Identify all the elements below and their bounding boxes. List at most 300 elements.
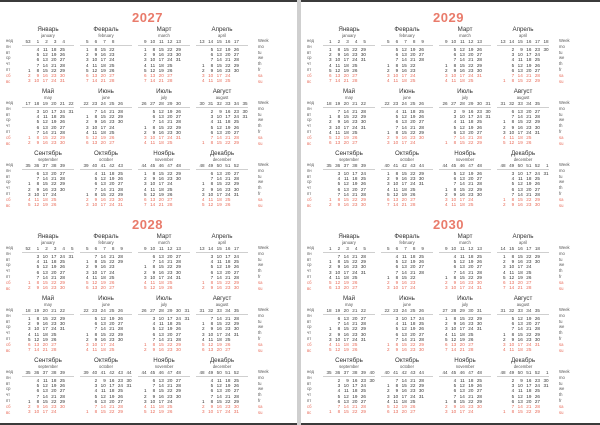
day-cell: 1 xyxy=(445,186,448,192)
day-cell: 11 xyxy=(43,378,48,383)
day-cell: 4 xyxy=(329,62,332,68)
day-cell: 28 xyxy=(526,285,532,291)
weekday-label: пт xyxy=(307,335,312,341)
day-cell: 22 xyxy=(410,171,416,176)
month-name: Январь xyxy=(338,233,360,240)
day-cell: 29 xyxy=(360,259,366,265)
day-cell: 23 xyxy=(410,388,416,394)
day-cell: 13 xyxy=(401,52,407,58)
day-cell: 29 xyxy=(476,62,482,68)
day-cell: 15 xyxy=(459,316,465,321)
day-cell: 11 xyxy=(451,78,457,84)
weekday-label: mo xyxy=(258,167,264,173)
day-cell: 19 xyxy=(109,393,115,399)
day-cell: 14 xyxy=(42,176,48,182)
day-cell: 5 xyxy=(337,181,341,187)
day-cell: 1 xyxy=(28,316,31,321)
day-cell: 15 xyxy=(459,62,465,68)
week-number: 42 xyxy=(401,370,407,375)
day-cell: 14 xyxy=(343,404,349,409)
day-cell: 24 xyxy=(59,109,65,114)
day-cell: 4 xyxy=(144,280,147,285)
day-cell: 24 xyxy=(109,202,115,208)
day-cell: 1 xyxy=(202,321,205,327)
week-number: 48 xyxy=(175,163,181,168)
week-number: 22 xyxy=(68,101,74,106)
day-cell: 20 xyxy=(109,398,115,404)
day-cell: 28 xyxy=(360,254,366,259)
day-cell: 22 xyxy=(51,280,57,285)
day-cell: 27 xyxy=(418,119,424,125)
week-number: 43 xyxy=(117,370,123,375)
day-cell: 19 xyxy=(468,259,474,265)
day-cell: 13 xyxy=(216,388,222,394)
day-cell: 1 xyxy=(202,398,205,404)
day-cell: 11 xyxy=(92,347,98,353)
day-cell: 25 xyxy=(117,388,123,394)
day-cell: 12 xyxy=(216,383,222,389)
day-cell: 1 xyxy=(387,129,390,135)
day-cell: 5 xyxy=(86,67,89,73)
day-cell: 3 xyxy=(329,336,332,342)
day-cell: 23 xyxy=(352,52,358,58)
day-cell: 2 xyxy=(144,393,147,399)
day-cell: 1 xyxy=(28,398,31,404)
day-cell: 1 xyxy=(445,316,448,321)
day-cell: 25 xyxy=(526,269,532,275)
week-number: 35 xyxy=(326,163,332,168)
day-cell: 11 xyxy=(393,78,399,84)
weekday-label: пн xyxy=(6,43,11,49)
day-cell: 24 xyxy=(167,398,173,404)
week-number: 40 xyxy=(369,370,375,375)
week-number: 24 xyxy=(401,101,407,106)
month-name: Июль xyxy=(156,295,172,302)
day-cell: 20 xyxy=(526,67,532,73)
day-cell: 7 xyxy=(453,57,457,63)
week-number: 50 xyxy=(216,370,222,375)
day-cell: 28 xyxy=(418,336,424,342)
week-number: 46 xyxy=(459,163,465,168)
day-cell: 28 xyxy=(167,78,173,84)
week-number: 51 xyxy=(526,163,532,168)
day-cell: 2 xyxy=(503,336,506,342)
weekday-label: пт xyxy=(307,273,312,279)
day-cell: 6 xyxy=(144,197,147,202)
weekday-label: we xyxy=(559,55,565,61)
day-cell: 13 xyxy=(158,331,164,337)
day-cell: 24 xyxy=(526,264,532,270)
day-cell: 4 xyxy=(86,347,89,353)
day-cell: 10 xyxy=(92,124,98,130)
day-cell: 11 xyxy=(335,62,341,68)
day-cell: 14 xyxy=(100,326,106,332)
day-cell: 26 xyxy=(167,191,173,197)
day-cell: 26 xyxy=(526,274,532,280)
day-cell: 8 xyxy=(337,259,341,265)
weekday-label: вт xyxy=(6,318,11,324)
weekday-labels-en xyxy=(258,100,269,146)
weekday-label: ср xyxy=(6,179,11,185)
day-cell: 9 xyxy=(511,124,515,130)
day-cell: 30 xyxy=(126,378,132,383)
day-cell: 14 xyxy=(335,78,341,84)
day-cell: 18 xyxy=(343,274,349,280)
weekday-label: сб xyxy=(307,72,312,78)
day-cell: 8 xyxy=(210,321,214,327)
day-cell: 11 xyxy=(402,109,407,114)
week-number: 17 xyxy=(534,39,540,44)
month-september xyxy=(22,150,74,208)
day-cell: 24 xyxy=(225,331,231,337)
day-cell: 20 xyxy=(352,398,358,404)
week-number: 18 xyxy=(34,101,40,106)
week-number: 29 xyxy=(459,308,465,313)
day-cell: 21 xyxy=(51,393,57,399)
day-cell: 26 xyxy=(410,404,416,409)
month-name: Август xyxy=(513,295,533,302)
month-name-en: august xyxy=(215,301,229,307)
month-name: Январь xyxy=(37,233,59,240)
day-cell: 15 xyxy=(216,181,222,187)
day-cell: 21 xyxy=(468,393,474,399)
day-cell: 22 xyxy=(225,140,231,146)
day-cell: 11 xyxy=(150,140,156,146)
day-cell: 22 xyxy=(167,47,173,52)
day-cell: 19 xyxy=(225,264,231,270)
day-cell: 30 xyxy=(534,202,540,208)
day-cell: 23 xyxy=(167,129,173,135)
week-number: 33 xyxy=(517,101,523,106)
day-cell: 20 xyxy=(343,73,349,78)
day-cell: 14 xyxy=(216,274,222,280)
day-cell: 16 xyxy=(158,269,164,275)
day-cell: 22 xyxy=(109,409,115,415)
day-cell: 14 xyxy=(42,129,48,135)
divider xyxy=(323,45,375,46)
weekday-label: чт xyxy=(6,185,11,191)
month-name: Январь xyxy=(338,26,360,33)
day-cell: 26 xyxy=(418,47,424,52)
week-number: 25 xyxy=(109,101,115,106)
day-cell: 17 xyxy=(158,57,164,63)
day-cell: 9 xyxy=(511,336,515,342)
weekday-label: вт xyxy=(6,173,11,179)
day-cell: 23 xyxy=(233,109,239,114)
weekday-label: fr xyxy=(559,335,562,341)
day-cell: 26 xyxy=(352,135,358,140)
day-cell: 30 xyxy=(233,186,239,192)
day-cell: 16 xyxy=(42,186,48,192)
day-cell: 8 xyxy=(337,114,341,120)
day-cell: 25 xyxy=(109,62,115,68)
day-cell: 2 xyxy=(329,52,332,58)
day-cell: 25 xyxy=(352,274,358,280)
day-cell: 1 xyxy=(445,140,448,146)
day-cell: 31 xyxy=(59,78,65,84)
weekday-label: tu xyxy=(258,318,262,324)
weekday-label: чт xyxy=(307,330,312,336)
day-cell: 2 xyxy=(503,124,506,130)
month-july xyxy=(439,295,491,353)
week-number: 49 xyxy=(509,370,515,375)
day-cell: 12 xyxy=(100,176,106,182)
day-cell: 21 xyxy=(526,114,532,120)
month-name-en: march xyxy=(158,32,170,38)
day-cell: 17 xyxy=(100,269,106,275)
day-cell: 15 xyxy=(401,62,407,68)
day-cell: 15 xyxy=(401,342,407,347)
month-name-en: august xyxy=(215,94,229,100)
day-cell: 29 xyxy=(59,67,65,73)
weekday-label: we xyxy=(559,179,565,185)
day-cell: 25 xyxy=(418,109,424,114)
weekday-labels-en xyxy=(559,162,570,208)
day-cell: 11 xyxy=(335,274,341,280)
weekday-label: вс xyxy=(307,140,312,146)
day-cell: 9 xyxy=(337,264,341,270)
month-name-en: july xyxy=(461,94,469,100)
day-cell: 28 xyxy=(360,321,366,327)
divider xyxy=(439,169,491,170)
day-cell: 3 xyxy=(511,52,515,58)
day-cell: 1 xyxy=(329,326,332,332)
month-april xyxy=(497,26,549,84)
day-cell: 15 xyxy=(343,326,349,332)
day-cell: 18 xyxy=(42,197,48,202)
day-cell: 19 xyxy=(158,67,164,73)
weekday-label: mo xyxy=(559,250,565,256)
day-cell: 14 xyxy=(459,269,465,275)
day-cell: 1 xyxy=(503,119,506,125)
weekday-labels-ru xyxy=(307,307,314,353)
day-cell: 2 xyxy=(329,331,332,337)
day-cell: 12 xyxy=(459,47,465,52)
weekday-label: вс xyxy=(6,409,11,415)
week-number: 18 xyxy=(543,39,549,44)
month-name-en: september xyxy=(38,156,58,162)
day-cell: 27 xyxy=(233,129,239,135)
day-cell: 27 xyxy=(418,264,424,270)
day-cell: 31 xyxy=(360,336,366,342)
day-cell: 13 xyxy=(459,388,465,394)
day-cell: 14 xyxy=(100,186,106,192)
week-number: 52 xyxy=(233,163,239,168)
day-cell: 3 xyxy=(445,197,448,202)
weekday-label: sa xyxy=(559,279,564,285)
day-cell: 10 xyxy=(517,52,523,58)
day-cell: 30 xyxy=(543,47,549,52)
day-cell: 25 xyxy=(468,202,474,208)
right-page xyxy=(301,2,600,423)
month-name-en: march xyxy=(158,239,170,245)
day-cell: 19 xyxy=(468,47,474,52)
day-cell: 7 xyxy=(395,269,399,275)
day-cell: 9 xyxy=(152,176,156,182)
day-cell: 18 xyxy=(216,78,222,84)
day-cell: 26 xyxy=(410,191,416,197)
divider xyxy=(22,314,74,315)
day-cell: 25 xyxy=(167,404,173,409)
day-cell: 20 xyxy=(167,114,173,120)
day-cell: 1 xyxy=(28,280,31,285)
weekday-labels-ru xyxy=(6,162,13,208)
day-cell: 9 xyxy=(395,135,399,140)
week-number: 10 xyxy=(150,39,156,44)
day-cell: 12 xyxy=(158,326,164,332)
day-cell: 17 xyxy=(100,124,106,130)
week-number: 28 xyxy=(158,101,164,106)
month-september xyxy=(323,150,375,208)
day-cell: 5 xyxy=(144,67,147,73)
day-cell: 22 xyxy=(526,409,532,415)
week-number: 35 xyxy=(534,101,540,106)
day-cell: 25 xyxy=(360,176,366,182)
day-cell: 9 xyxy=(453,404,457,409)
day-cell: 4 xyxy=(511,57,515,63)
day-cell: 7 xyxy=(210,57,214,63)
day-cell: 13 xyxy=(401,331,407,337)
day-cell: 5 xyxy=(395,114,399,120)
day-cell: 17 xyxy=(100,57,106,63)
day-cell: 27 xyxy=(476,388,482,394)
week-number: 45 xyxy=(451,163,457,168)
day-cell: 21 xyxy=(109,109,115,114)
day-cell: 14 xyxy=(401,124,407,130)
day-cell: 9 xyxy=(395,280,399,285)
day-cell: 19 xyxy=(401,404,407,409)
day-cell: 2 xyxy=(329,119,332,125)
day-cell: 19 xyxy=(109,176,115,182)
day-cell: 7 xyxy=(94,186,98,192)
day-cell: 31 xyxy=(485,114,491,120)
day-cell: 7 xyxy=(94,254,98,259)
day-cell: 23 xyxy=(167,269,173,275)
day-cell: 14 xyxy=(459,181,465,187)
day-cell: 18 xyxy=(225,378,231,383)
weekday-label: вт xyxy=(307,256,312,262)
day-cell: 22 xyxy=(109,47,115,52)
day-cell: 28 xyxy=(51,347,57,353)
day-cell: 8 xyxy=(152,47,156,52)
day-cell: 22 xyxy=(167,171,173,176)
day-cell: 15 xyxy=(216,140,222,146)
day-cell: 22 xyxy=(526,254,532,259)
day-cell: 3 xyxy=(94,383,98,389)
day-cell: 24 xyxy=(410,285,416,291)
day-cell: 30 xyxy=(360,202,366,208)
day-cell: 15 xyxy=(100,259,106,265)
week-number: 30 xyxy=(199,101,205,106)
day-cell: 11 xyxy=(92,129,98,135)
week-number: 52 xyxy=(534,370,540,375)
day-cell: 29 xyxy=(175,171,181,176)
week-number: 30 xyxy=(476,101,482,106)
day-cell: 20 xyxy=(225,171,231,176)
week-number: 5 xyxy=(86,39,89,44)
day-cell: 2 xyxy=(503,202,506,208)
day-cell: 12 xyxy=(208,342,214,347)
day-cell: 7 xyxy=(210,393,214,399)
day-cell: 28 xyxy=(233,57,239,63)
day-cell: 30 xyxy=(418,135,424,140)
week-number: 35 xyxy=(534,308,540,313)
day-cell: 11 xyxy=(208,197,214,202)
month-name: Февраль xyxy=(93,233,119,240)
weekday-label: sa xyxy=(559,196,564,202)
week-number: 22 xyxy=(360,101,366,106)
day-cell: 10 xyxy=(150,398,156,404)
day-cell: 20 xyxy=(526,398,532,404)
weekday-label: Week xyxy=(559,307,570,312)
day-cell: 30 xyxy=(59,404,65,409)
day-cell: 5 xyxy=(152,109,156,114)
weekday-label: ср xyxy=(307,179,312,185)
day-cell: 16 xyxy=(526,378,532,383)
day-cell: 31 xyxy=(360,57,366,63)
month-name: Апрель xyxy=(512,233,534,240)
day-cell: 25 xyxy=(225,197,231,202)
day-cell: 17 xyxy=(410,316,416,321)
day-cell: 8 xyxy=(337,326,341,332)
day-cell: 14 xyxy=(100,109,106,114)
weekday-label: вс xyxy=(6,140,11,146)
week-number: 43 xyxy=(410,163,416,168)
day-cell: 2 xyxy=(28,186,31,192)
week-number: 52 xyxy=(534,163,540,168)
day-cell: 2 xyxy=(329,202,332,208)
weekday-label: ср xyxy=(6,55,11,61)
day-cell: 28 xyxy=(410,202,416,208)
day-cell: 17 xyxy=(352,171,358,176)
day-cell: 4 xyxy=(445,331,448,337)
month-name-en: july xyxy=(160,301,168,307)
day-cell: 3 xyxy=(202,191,205,197)
divider xyxy=(196,252,248,253)
divider xyxy=(22,107,74,108)
day-cell: 13 xyxy=(517,186,523,192)
day-cell: 29 xyxy=(175,342,181,347)
day-cell: 15 xyxy=(401,129,407,135)
divider xyxy=(138,314,190,315)
day-cell: 23 xyxy=(117,378,123,383)
day-cell: 3 xyxy=(144,398,147,404)
day-cell: 20 xyxy=(468,388,474,394)
weekday-label: sa xyxy=(258,72,263,78)
day-cell: 11 xyxy=(509,135,515,140)
day-cell: 5 xyxy=(202,202,205,208)
month-june xyxy=(381,295,433,353)
weekday-label: пн xyxy=(307,167,312,173)
day-cell: 1 xyxy=(86,191,89,197)
weekday-label: su xyxy=(559,78,564,84)
day-cell: 24 xyxy=(468,409,474,415)
day-cell: 6 xyxy=(36,388,40,394)
week-number: 30 xyxy=(468,308,474,313)
day-cell: 23 xyxy=(410,67,416,73)
day-cell: 5 xyxy=(395,326,399,332)
week-number: 12 xyxy=(167,246,173,251)
day-cell: 17 xyxy=(100,202,106,208)
weekday-label: Week xyxy=(258,245,269,250)
day-cell: 20 xyxy=(225,52,231,58)
month-october xyxy=(381,357,433,415)
day-cell: 17 xyxy=(352,383,358,389)
week-number: 41 xyxy=(100,163,106,168)
day-cell: 7 xyxy=(36,274,40,280)
day-cell: 20 xyxy=(410,331,416,337)
day-cell: 11 xyxy=(150,62,156,68)
